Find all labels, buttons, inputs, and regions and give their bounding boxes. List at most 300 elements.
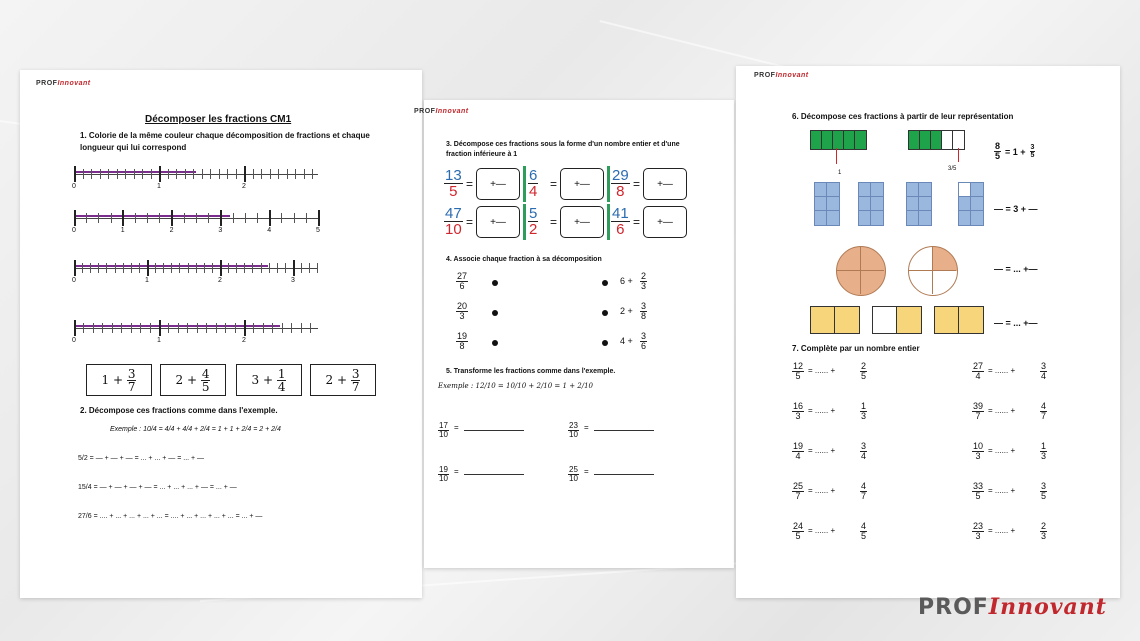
match-dot[interactable]	[602, 340, 608, 346]
exercise-2-item: 27/6 = .... + ... + ... + ... + ... = .... + ... + ... + ... + ... = ... + —	[78, 513, 263, 520]
tick-label: 2	[242, 183, 246, 190]
blue-cell	[826, 210, 840, 226]
yellow-cell	[896, 306, 922, 334]
blue-cell	[970, 210, 984, 226]
major-tick	[220, 260, 222, 276]
tick-mark	[91, 169, 92, 179]
denominator: 10	[439, 474, 448, 483]
numerator: 17	[439, 421, 448, 430]
tick-mark	[202, 169, 203, 179]
left-fraction	[456, 302, 468, 321]
denominator: 5	[861, 531, 867, 541]
exercise-7-fraction	[792, 482, 804, 501]
tick-label: 1	[157, 183, 161, 190]
exercise-3-fraction	[528, 206, 538, 237]
tick-mark	[269, 263, 270, 273]
tick-mark	[225, 323, 226, 333]
tick-label: 0	[72, 227, 76, 234]
label-three-fifths: 3/5	[948, 166, 957, 172]
right-whole: 2 +	[620, 306, 633, 316]
numerator: 39	[973, 401, 984, 411]
tick-mark	[272, 323, 273, 333]
arrow-line	[958, 148, 959, 162]
right-fraction	[640, 302, 647, 321]
numerator: 19	[457, 331, 468, 341]
denominator: 3	[641, 281, 647, 291]
denominator: 8	[616, 183, 625, 200]
tick-mark	[253, 323, 254, 333]
numerator: 16	[793, 401, 804, 411]
equals-sign: =	[633, 177, 641, 191]
tick-mark	[168, 169, 169, 179]
exercise-7-fraction-part	[1040, 482, 1047, 501]
tick-mark	[295, 169, 296, 179]
tick-mark	[282, 323, 283, 333]
fill-in-blank[interactable]: = ...... +	[988, 526, 1016, 535]
numerator: 23	[569, 421, 578, 430]
exercise-2-example: Exemple : 10/4 = 4/4 + 4/4 + 2/4 = 1 + 1 + 2/4 = 2 + 2/4	[110, 426, 281, 433]
numerator: 41	[612, 205, 629, 222]
yellow-cell	[958, 306, 984, 334]
tick-mark	[277, 263, 278, 273]
column-separator	[523, 166, 526, 202]
major-tick	[74, 320, 76, 336]
tick-mark	[147, 213, 148, 223]
numerator: 23	[973, 521, 984, 531]
tick-mark	[125, 169, 126, 179]
worksheet-page-2	[414, 100, 734, 568]
answer-box[interactable]: +—	[476, 168, 520, 200]
tick-mark	[139, 263, 140, 273]
exercise-6-equation-2: — = 3 + —	[994, 204, 1038, 214]
tick-mark	[106, 263, 107, 273]
denominator: 5	[795, 371, 801, 381]
tick-mark	[131, 323, 132, 333]
tick-mark	[151, 169, 152, 179]
tick-mark	[208, 213, 209, 223]
exercise-3-fraction	[611, 168, 630, 199]
tick-mark	[309, 263, 310, 273]
denominator: 7	[975, 411, 981, 421]
exercise-2-instruction: 2. Décompose ces fractions comme dans l'exemple.	[80, 406, 278, 415]
numerator: 10	[973, 441, 984, 451]
numerator: 3	[1041, 481, 1047, 491]
tick-mark	[257, 213, 258, 223]
denominator: 10	[439, 430, 448, 439]
numerator: 19	[793, 441, 804, 451]
numerator: 27	[973, 361, 984, 371]
match-dot[interactable]	[492, 340, 498, 346]
tick-mark	[196, 213, 197, 223]
numerator: 5	[529, 205, 538, 222]
tick-mark	[131, 263, 132, 273]
exercise-7-fraction	[792, 522, 804, 541]
fill-in-blank[interactable]: = ...... +	[808, 366, 836, 375]
numerator: 33	[973, 481, 984, 491]
column-separator	[607, 166, 610, 202]
major-tick	[293, 260, 295, 276]
numerator: 24	[793, 521, 804, 531]
equals-sign: =	[550, 177, 558, 191]
tick-label: 2	[218, 277, 222, 284]
tick-mark	[304, 169, 305, 179]
colored-segment	[74, 215, 230, 217]
exercise-7-fraction	[792, 402, 804, 421]
tick-label: 2	[169, 227, 174, 234]
tick-mark	[179, 263, 180, 273]
tick-mark	[176, 169, 177, 179]
numerator: 25	[569, 465, 578, 474]
decomposition-card[interactable]: 3 + $\frac{1}{4}$	[236, 364, 302, 396]
tick-mark	[212, 263, 213, 273]
right-fraction	[640, 332, 647, 351]
exercise-7-fraction-part	[860, 442, 867, 461]
tick-mark	[159, 213, 160, 223]
tick-mark	[184, 213, 185, 223]
tick-mark	[236, 263, 237, 273]
denominator: 4	[975, 371, 981, 381]
tick-mark	[206, 323, 207, 333]
equals-sign: =	[466, 177, 474, 191]
denominator: 6	[616, 221, 625, 238]
blue-cell	[918, 210, 932, 226]
numerator: 47	[445, 205, 462, 222]
tick-mark	[253, 169, 254, 179]
numerator: 4	[861, 481, 867, 491]
tick-label: 4	[267, 227, 272, 234]
exercise-6-equation-1: $\frac{8}{5}$ = 1 + $\frac{3}{5}$	[995, 141, 1035, 161]
major-tick	[147, 260, 149, 276]
tick-mark	[312, 169, 313, 179]
tick-mark	[168, 323, 169, 333]
answer-line[interactable]	[594, 430, 654, 431]
tick-mark	[108, 169, 109, 179]
tick-mark	[140, 323, 141, 333]
equals-sign: =	[550, 215, 558, 229]
numerator: 25	[793, 481, 804, 491]
tick-mark	[197, 323, 198, 333]
decomposition-card[interactable]: 2 + $\frac{3}{7}$	[310, 364, 376, 396]
left-fraction	[456, 272, 468, 291]
major-tick	[74, 210, 76, 226]
denominator: 3	[1041, 531, 1047, 541]
denominator: 3	[795, 411, 801, 421]
numerator: 13	[445, 167, 462, 184]
tick-mark	[210, 169, 211, 179]
tick-mark	[115, 263, 116, 273]
answer-box[interactable]: +—	[560, 168, 604, 200]
tick-mark	[163, 263, 164, 273]
tick-mark	[83, 169, 84, 179]
tick-mark	[83, 323, 84, 333]
answer-box[interactable]: +—	[476, 206, 520, 238]
major-tick	[269, 210, 271, 226]
numerator: 27	[457, 271, 468, 281]
denominator: 5	[1041, 491, 1047, 501]
exercise-2-item: 5/2 = — + — + — = ... + ... + — = ... + —	[78, 455, 205, 462]
denominator: 4	[1041, 371, 1047, 381]
equals-sign: =	[466, 215, 474, 229]
match-dot[interactable]	[602, 310, 608, 316]
exercise-3-instruction: 3. Décompose ces fractions sous la forme d'un nombre entier et d'une fraction inférieure à 1	[446, 141, 680, 158]
major-tick	[159, 166, 161, 182]
tick-label: 1	[157, 337, 161, 344]
fill-in-blank[interactable]: = ...... +	[988, 406, 1016, 415]
tick-mark	[90, 263, 91, 273]
numerator: 29	[612, 167, 629, 184]
yellow-cell	[810, 306, 836, 334]
numerator: 19	[439, 465, 448, 474]
tick-label: 0	[72, 277, 76, 284]
equals-sign: =	[454, 423, 459, 432]
number-line-axis	[74, 174, 318, 175]
colored-segment	[74, 171, 196, 173]
equals-sign: =	[584, 467, 589, 476]
tick-label: 3	[291, 277, 295, 284]
denominator: 3	[1041, 451, 1047, 461]
tick-mark	[291, 323, 292, 333]
green-cell	[952, 130, 965, 150]
exercise-5-fraction	[438, 422, 449, 439]
exercise-7-fraction	[972, 402, 984, 421]
tick-mark	[228, 263, 229, 273]
tick-mark	[121, 323, 122, 333]
right-whole: 6 +	[620, 276, 633, 286]
tick-mark	[287, 169, 288, 179]
yellow-cell	[934, 306, 960, 334]
tick-mark	[310, 323, 311, 333]
exercise-7-fraction	[792, 362, 804, 381]
fill-in-blank[interactable]: = ...... +	[808, 486, 836, 495]
tick-mark	[301, 323, 302, 333]
denominator: 7	[795, 491, 801, 501]
tick-mark	[98, 213, 99, 223]
exercise-7-fraction	[972, 442, 984, 461]
answer-box[interactable]: +—	[643, 206, 687, 238]
tick-mark	[261, 169, 262, 179]
tick-mark	[233, 213, 234, 223]
exercise-7-fraction	[972, 482, 984, 501]
tick-label: 1	[145, 277, 149, 284]
tick-label: 0	[72, 337, 76, 344]
major-tick	[220, 210, 222, 226]
label-one: 1	[838, 170, 842, 176]
tick-mark	[171, 263, 172, 273]
exercise-7-fraction-part	[860, 482, 867, 501]
tick-mark	[123, 263, 124, 273]
tick-label: 1	[120, 227, 125, 234]
exercise-5-fraction	[568, 466, 579, 483]
left-fraction	[456, 332, 468, 351]
numerator: 4	[861, 521, 867, 531]
denominator: 10	[569, 430, 578, 439]
tick-mark	[82, 263, 83, 273]
numerator: 3	[641, 301, 647, 311]
tick-mark	[252, 263, 253, 273]
answer-line[interactable]	[464, 430, 524, 431]
fill-in-blank[interactable]: = ...... +	[808, 526, 836, 535]
yellow-cell	[872, 306, 898, 334]
denominator: 7	[861, 491, 867, 501]
tick-mark	[185, 169, 186, 179]
exercise-7-fraction	[972, 522, 984, 541]
tick-label: 5	[316, 227, 320, 234]
fill-in-blank[interactable]: = ...... +	[988, 366, 1016, 375]
tick-mark	[196, 263, 197, 273]
tick-mark	[188, 263, 189, 273]
denominator: 10	[569, 474, 578, 483]
major-tick	[244, 320, 246, 336]
match-dot[interactable]	[492, 280, 498, 286]
tick-mark	[204, 263, 205, 273]
major-tick	[244, 166, 246, 182]
denominator: 5	[449, 183, 458, 200]
fill-in-blank[interactable]: = ...... +	[988, 486, 1016, 495]
answer-line[interactable]	[594, 474, 654, 475]
denominator: 5	[861, 371, 867, 381]
tick-label: 0	[72, 183, 76, 190]
circle-divider	[836, 270, 884, 271]
tick-mark	[86, 213, 87, 223]
decomposition-card[interactable]: 2 + $\frac{4}{5}$	[160, 364, 226, 396]
right-whole: 4 +	[620, 336, 633, 346]
tick-mark	[150, 323, 151, 333]
exercise-5-example: Exemple : 12/10 = 10/10 + 2/10 = 1 + 2/10	[438, 382, 594, 390]
denominator: 3	[975, 531, 981, 541]
exercise-7-instruction: 7. Complète par un nombre entier	[792, 344, 920, 353]
match-dot[interactable]	[492, 310, 498, 316]
tick-mark	[102, 323, 103, 333]
tick-mark	[142, 169, 143, 179]
tick-mark	[178, 323, 179, 333]
exercise-7-fraction-part	[1040, 522, 1047, 541]
exercise-6-instruction: 6. Décompose ces fractions à partir de leur représentation	[792, 112, 1014, 121]
exercise-3-fraction	[444, 206, 463, 237]
numerator: 6	[529, 167, 538, 184]
tick-mark	[281, 213, 282, 223]
tick-mark	[111, 213, 112, 223]
tick-mark	[236, 169, 237, 179]
tick-mark	[306, 213, 307, 223]
match-dot[interactable]	[602, 280, 608, 286]
exercise-3-fraction	[528, 168, 538, 199]
denominator: 2	[529, 221, 538, 238]
right-fraction	[640, 272, 647, 291]
denominator: 4	[861, 451, 867, 461]
exercise-1-instruction: 1. Colorie de la même couleur chaque décomposition de fractions et chaque longueur qui lui correspond	[80, 131, 370, 152]
denominator: 10	[445, 221, 462, 238]
green-cell	[854, 130, 867, 150]
fill-in-blank[interactable]: = ...... +	[808, 406, 836, 415]
column-separator	[523, 204, 526, 240]
equals-sign: =	[584, 423, 589, 432]
tick-mark	[112, 323, 113, 333]
denominator: 6	[459, 281, 465, 291]
denominator: 4	[795, 451, 801, 461]
exercise-7-fraction	[792, 442, 804, 461]
numerator: 1	[861, 401, 867, 411]
page-logo: PROFInnovant	[754, 72, 809, 79]
major-tick	[74, 260, 76, 276]
decomposition-card[interactable]: 1 + $\frac{3}{7}$	[86, 364, 152, 396]
exercise-3-fraction	[444, 168, 463, 199]
tick-mark	[245, 213, 246, 223]
tick-mark	[216, 323, 217, 333]
major-tick	[318, 210, 320, 226]
major-tick	[122, 210, 124, 226]
tick-mark	[155, 263, 156, 273]
tick-mark	[263, 323, 264, 333]
blue-cell	[870, 210, 884, 226]
tick-mark	[135, 213, 136, 223]
numerator: 20	[457, 301, 468, 311]
exercise-6-equation-3: — = ... +—	[994, 264, 1038, 274]
major-tick	[171, 210, 173, 226]
numerator: 2	[1041, 521, 1047, 531]
answer-box[interactable]: +—	[643, 168, 687, 200]
answer-box[interactable]: +—	[560, 206, 604, 238]
tick-mark	[134, 169, 135, 179]
worksheet-page-1	[20, 70, 422, 598]
equals-sign: =	[454, 467, 459, 476]
tick-label: 2	[242, 337, 246, 344]
exercise-7-fraction-part	[860, 402, 867, 421]
exercise-5-instruction: 5. Transforme les fractions comme dans l'exemple.	[446, 368, 616, 375]
brand-logo: PROFInnovant	[918, 594, 1107, 620]
fill-in-blank[interactable]: = ...... +	[808, 446, 836, 455]
tick-mark	[219, 169, 220, 179]
denominator: 4	[529, 183, 538, 200]
denominator: 3	[975, 451, 981, 461]
denominator: 3	[861, 411, 867, 421]
denominator: 7	[1041, 411, 1047, 421]
tick-mark	[244, 263, 245, 273]
answer-line[interactable]	[464, 474, 524, 475]
denominator: 8	[641, 311, 647, 321]
worksheet-page-3	[736, 66, 1120, 598]
page-title: Décomposer les fractions CM1	[145, 114, 292, 125]
tick-mark	[93, 323, 94, 333]
denominator: 5	[795, 531, 801, 541]
tick-mark	[100, 169, 101, 179]
exercise-5-fraction	[438, 466, 449, 483]
tick-mark	[317, 263, 318, 273]
exercise-7-fraction-part	[860, 362, 867, 381]
numerator: 12	[793, 361, 804, 371]
exercise-7-fraction-part	[1040, 402, 1047, 421]
numerator: 3	[641, 331, 647, 341]
numerator: 1	[1041, 441, 1047, 451]
fill-in-blank[interactable]: = ...... +	[988, 446, 1016, 455]
tick-label: 3	[218, 227, 223, 234]
exercise-7-fraction-part	[860, 522, 867, 541]
circle-divider	[908, 270, 956, 271]
numerator: 3	[1041, 361, 1047, 371]
major-tick	[159, 320, 161, 336]
tick-mark	[227, 169, 228, 179]
orange-circle	[836, 246, 886, 296]
tick-mark	[187, 323, 188, 333]
page-logo: PROFInnovant	[36, 80, 91, 87]
tick-mark	[98, 263, 99, 273]
numerator: 2	[641, 271, 647, 281]
page-logo: PROFInnovant	[414, 108, 469, 115]
tick-mark	[193, 169, 194, 179]
denominator: 3	[459, 311, 465, 321]
numerator: 4	[1041, 401, 1047, 411]
denominator: 5	[975, 491, 981, 501]
tick-mark	[294, 213, 295, 223]
